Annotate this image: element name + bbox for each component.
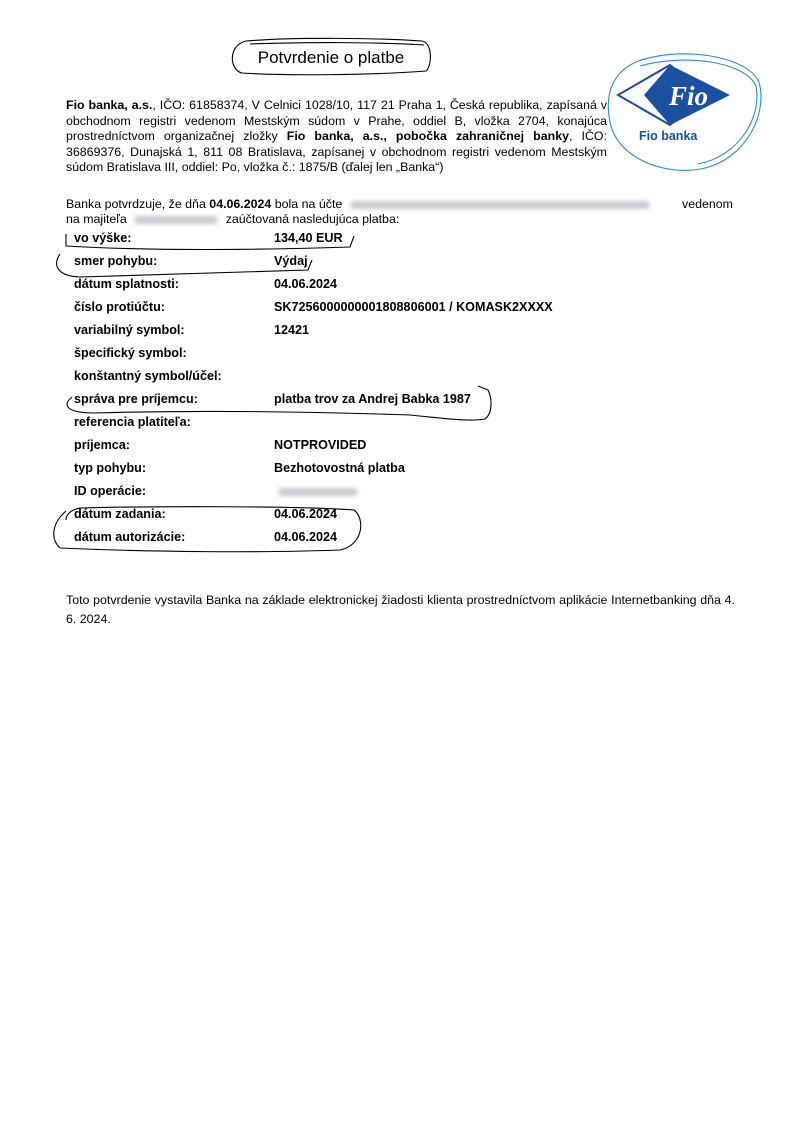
intro-text-d: na majiteľa xyxy=(66,212,127,226)
detail-value: Výdaj xyxy=(274,254,308,268)
detail-value: NOTPROVIDED xyxy=(274,438,367,452)
detail-value: 134,40 EUR xyxy=(274,231,343,245)
detail-label: konštantný symbol/účel: xyxy=(74,369,222,383)
detail-label: správa pre príjemcu: xyxy=(74,392,198,406)
detail-value: 04.06.2024 xyxy=(274,530,338,544)
detail-label: príjemca: xyxy=(74,438,130,452)
detail-value: 04.06.2024 xyxy=(274,277,338,291)
detail-label: referencia platiteľa: xyxy=(74,415,191,429)
fio-banka-logo xyxy=(606,52,764,174)
detail-label: dátum zadania: xyxy=(74,507,166,521)
detail-value: platba trov za Andrej Babka 1987 xyxy=(274,392,471,406)
logo-mark-text: Fio xyxy=(669,81,709,111)
detail-label: dátum splatnosti: xyxy=(74,277,179,291)
intro-text-b: bola na účte xyxy=(274,197,343,211)
detail-label: typ pohybu: xyxy=(74,461,147,475)
detail-label: špecifický symbol: xyxy=(74,346,187,360)
bank-name: Fio banka, a.s. xyxy=(66,98,153,112)
page-title: Potvrdenie o platbe xyxy=(257,48,405,67)
bank-info xyxy=(66,98,607,176)
detail-label: variabilný symbol: xyxy=(74,323,185,337)
footer-note: Toto potvrdenie vystavila Banka na základe elektronickej žiadosti klienta prostredníctvom aplikácie Internetbanking dňa 4. 6. 2024. xyxy=(66,593,735,626)
intro-text-a: Banka potvrdzuje, že dňa xyxy=(66,197,206,211)
branch-details: , IČO: 36869376, Dunajská 1, 811 08 Bratislava, zapísanej v obchodnom registri vedenom Mestským súdom Bratislava III, oddiel: Po, vložka č.: 1875/B (ďalej len „Banka“) xyxy=(66,129,607,174)
redacted-account-number xyxy=(350,201,650,209)
intro-text-c: vedenom xyxy=(682,197,733,211)
detail-label: číslo protiúčtu: xyxy=(74,300,165,314)
detail-label: ID operácie: xyxy=(74,484,147,498)
detail-value: 12421 xyxy=(274,323,310,337)
detail-value: Bezhotovostná platba xyxy=(274,461,405,475)
intro-text-e: zaúčtovaná nasledujúca platba: xyxy=(225,212,400,226)
detail-label: dátum autorizácie: xyxy=(74,530,186,544)
redacted-operation-id xyxy=(278,488,358,496)
bank-details: , IČO: 61858374, V Celnici 1028/10, 117 21 Praha 1, Česká republika, zapísaná v obchodnom registri vedenom Mestským súdom v Prahe, oddiel B, vložka 2704, konajúca prostredníctvom organizačnej zložky xyxy=(66,98,607,143)
intro-date: 04.06.2024 xyxy=(209,197,272,211)
logo-brand-text: Fio banka xyxy=(639,129,698,143)
redacted-owner-name xyxy=(134,216,218,224)
branch-name: Fio banka, a.s., pobočka zahraničnej banky xyxy=(286,129,569,143)
detail-label: vo výške: xyxy=(74,231,132,245)
detail-label: smer pohybu: xyxy=(74,254,158,268)
detail-value: SK7256000000001808806001 / KOMASK2XXXX xyxy=(274,300,553,314)
detail-value: 04.06.2024 xyxy=(274,507,338,521)
confirmation-intro xyxy=(66,197,733,227)
